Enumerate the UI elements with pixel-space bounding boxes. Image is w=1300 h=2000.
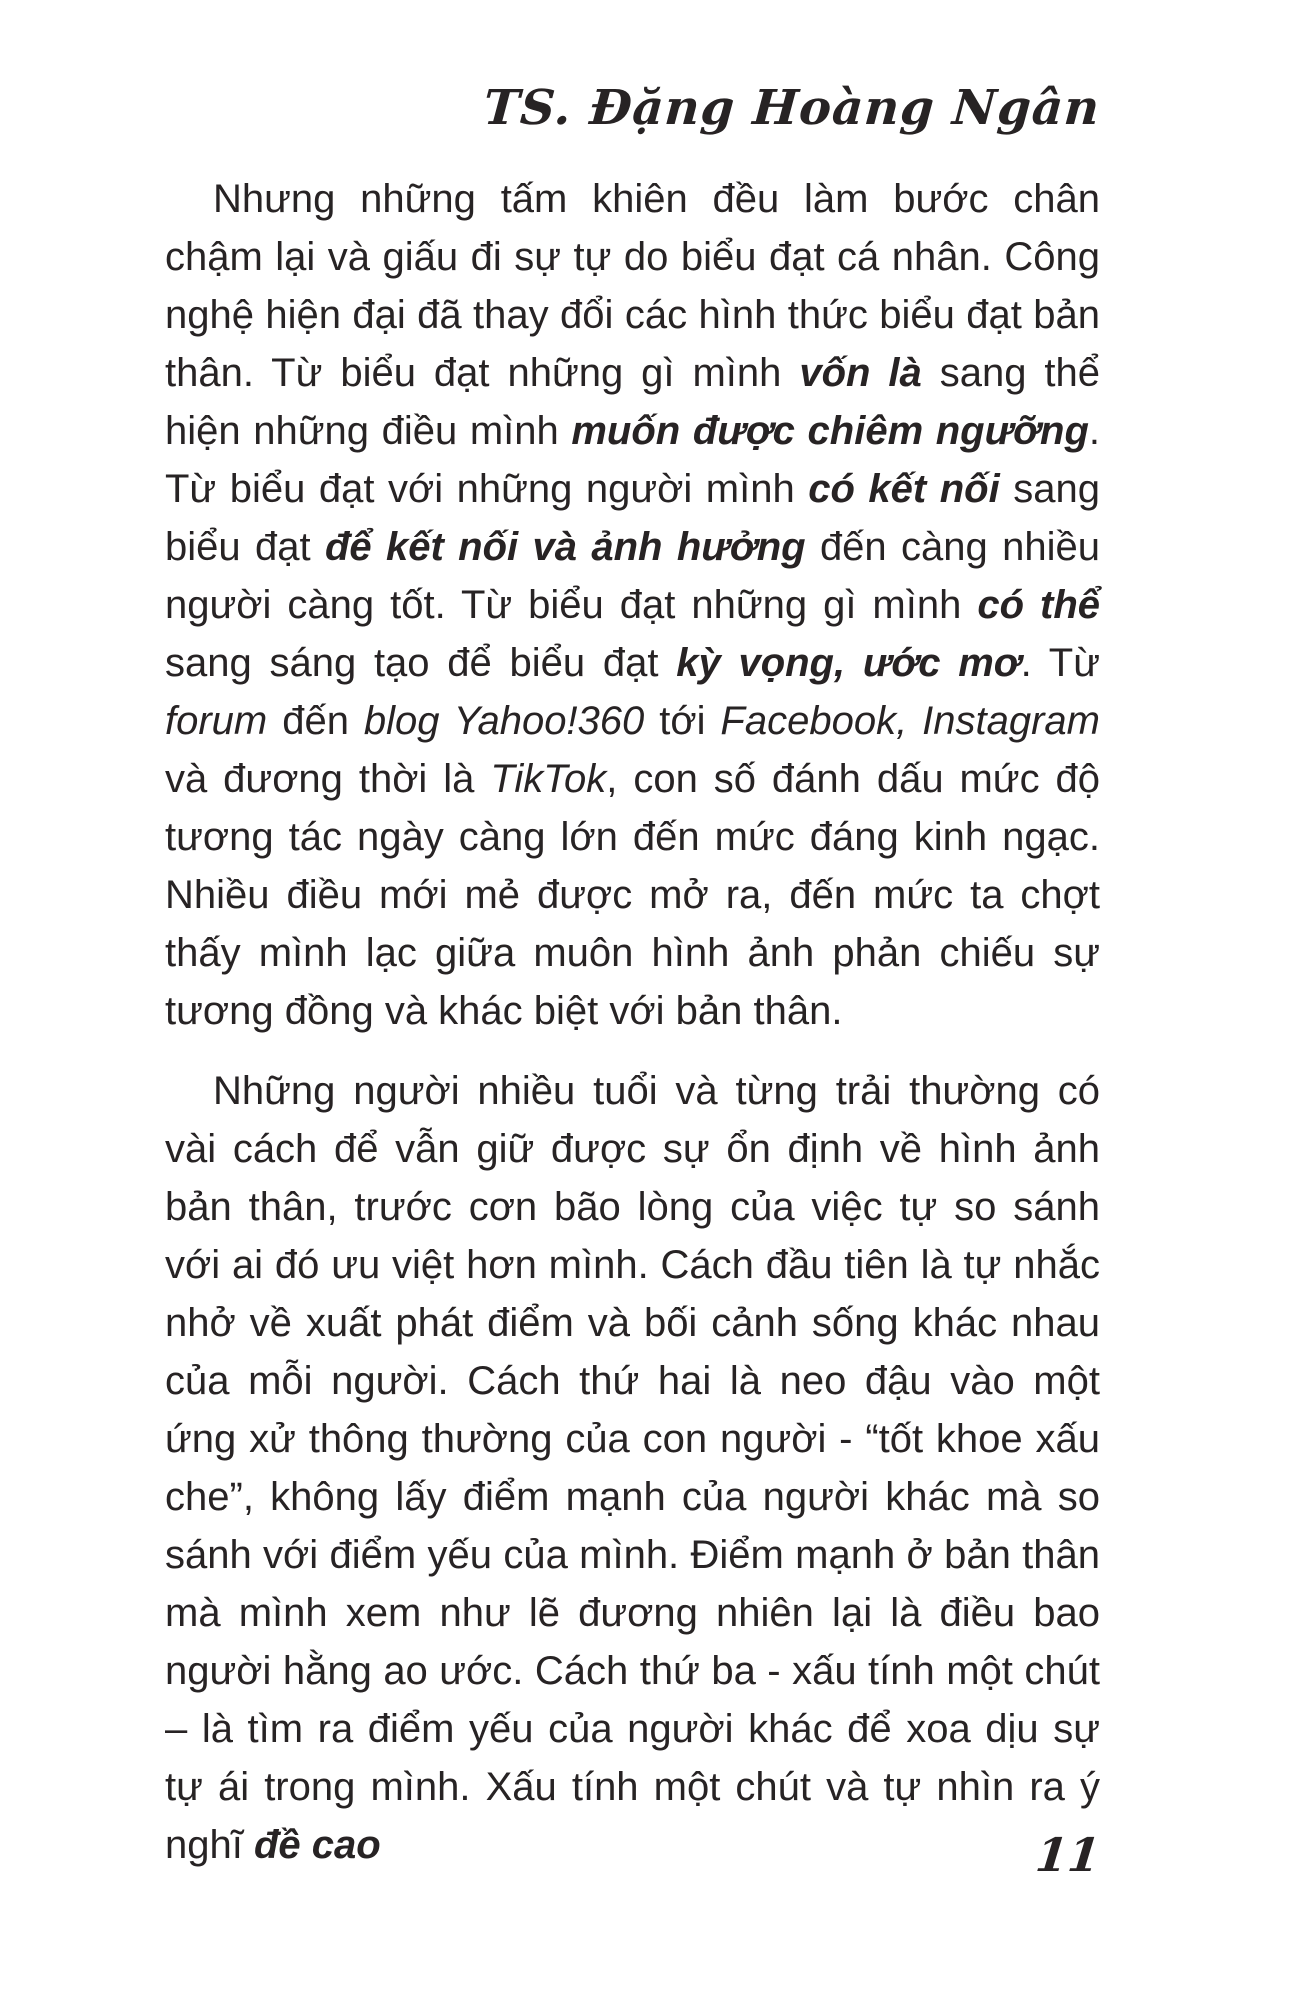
emphasis-bold-italic: vốn là xyxy=(799,351,922,395)
emphasis-bold-italic: muốn được chiêm ngưỡng xyxy=(571,409,1089,453)
body-text-run: Nhưng những tấm khiên đều làm bước chân chậm lại và giấu đi sự tự do biểu đạt cá nhân. Công nghệ hiện đại đã thay đổi các hình thức biểu đạt bản thân. Từ biểu đạt những gì mình xyxy=(165,177,1100,395)
body-paragraph-1 xyxy=(165,170,1100,1040)
body-text-run: đến càng nhiều người càng tốt. Từ biểu đạt những gì mình xyxy=(165,525,1101,627)
body-text-run: . Từ xyxy=(1020,641,1100,685)
body-paragraph-2 xyxy=(165,1062,1100,1874)
body-text-run: sang thể hiện những điều mình xyxy=(165,351,1100,453)
emphasis-bold-italic: có thể xyxy=(977,583,1101,627)
body-text-run: sang sáng tạo để biểu đạt xyxy=(165,641,677,685)
emphasis-bold-italic: đề cao xyxy=(253,1823,381,1867)
body-text-run: , con số đánh dấu mức độ tương tác ngày càng lớn đến mức đáng kinh ngạc. Nhiều điều mới mẻ được mở ra, đến mức ta chợt thấy mình lạc giữa muôn hình ảnh phản chiếu sự tương đồng và khác biệt với bản thân. xyxy=(165,757,1101,1033)
author-header: TS. Đặng Hoàng Ngân xyxy=(481,80,1102,136)
emphasis-bold-italic: kỳ vọng, ước mơ xyxy=(676,641,1021,685)
emphasis-italic: blog Yahoo!360 xyxy=(363,699,645,743)
body-text xyxy=(165,170,1100,1874)
body-text-run: . Từ biểu đạt với những người mình xyxy=(165,409,1101,511)
emphasis-bold-italic: có kết nối xyxy=(808,467,1000,511)
body-text-run: đến xyxy=(267,699,364,743)
body-text-run: sang biểu đạt xyxy=(165,467,1100,569)
emphasis-italic: forum xyxy=(165,699,268,743)
body-text-run: Những người nhiều tuổi và từng trải thường có vài cách để vẫn giữ được sự ổn định về hình ảnh bản thân, trước cơn bão lòng của việc tự so sánh với ai đó ưu việt hơn mình. Cách đầu tiên là tự nhắc nhở về xuất phát điểm và bối cảnh sống khác nhau của mỗi người. Cách thứ hai là neo đậu vào một ứng xử thông thường của con người - “tốt khoe xấu che”, không lấy điểm mạnh của người khác mà so sánh với điểm yếu của mình. Điểm mạnh ở bản thân mà mình xem như lẽ đương nhiên lại là điều bao người hằng ao ước. Cách thứ ba - xấu tính một chút – là tìm ra điểm yếu của người khác để xoa dịu sự tự ái trong mình. Xấu tính một chút và tự nhìn ra ý nghĩ xyxy=(165,1069,1100,1867)
body-text-run: và đương thời là xyxy=(165,757,491,801)
emphasis-italic: TikTok xyxy=(490,757,607,801)
page-number: 11 xyxy=(1033,1828,1103,1882)
emphasis-italic: Facebook, Instagram xyxy=(720,699,1100,743)
body-text-run: tới xyxy=(644,699,721,743)
emphasis-bold-italic: để kết nối và ảnh hưởng xyxy=(324,525,806,569)
